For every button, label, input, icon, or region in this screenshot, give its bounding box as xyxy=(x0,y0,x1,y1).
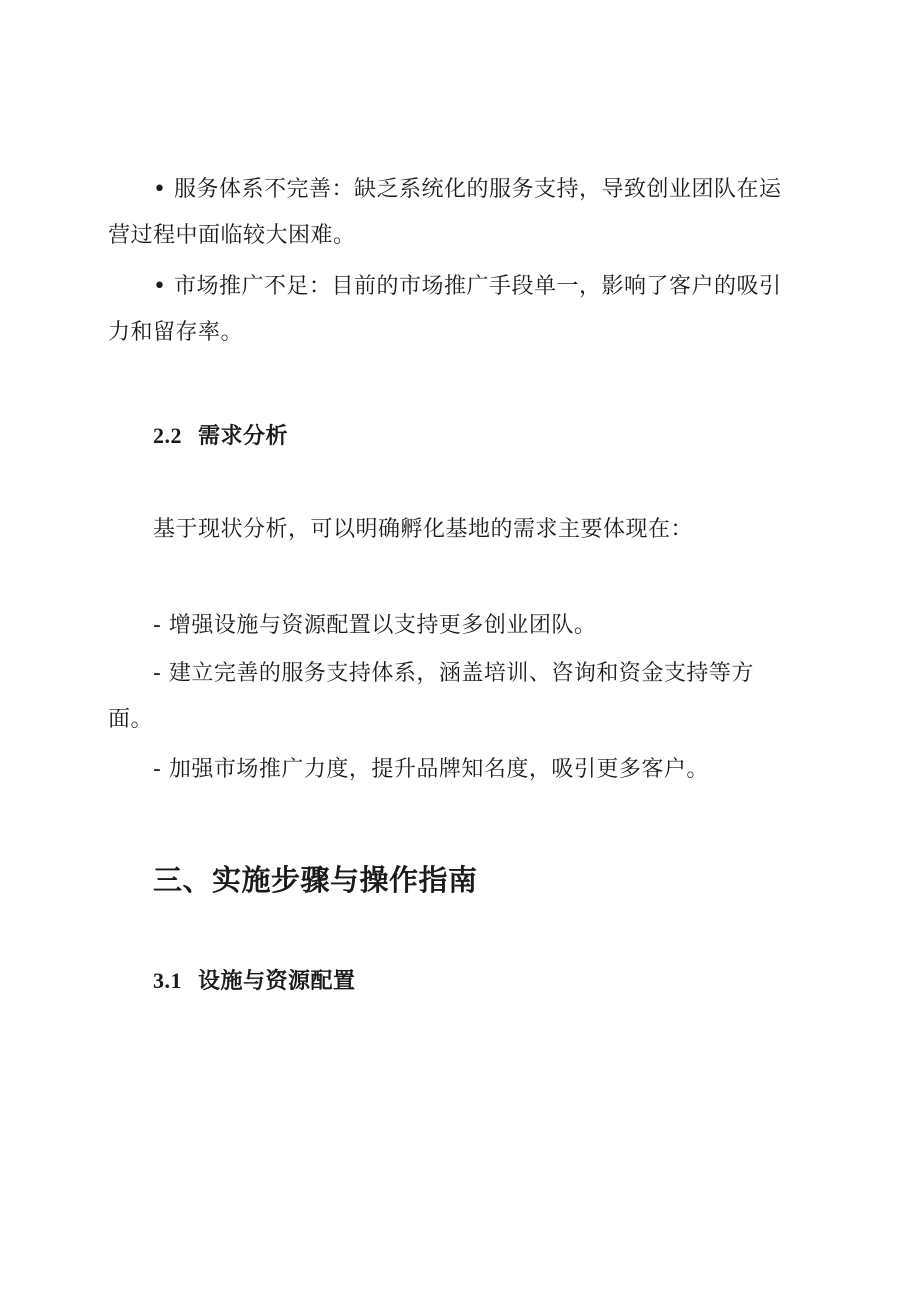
bullet-market-promotion: • 市场推广不足：目前的市场推广手段单一，影响了客户的吸引力和留存率。 xyxy=(108,274,782,345)
bullet-service-system: • 服务体系不完善：缺乏系统化的服务支持，导致创业团队在运营过程中面临较大困难。 xyxy=(108,177,782,248)
section-heading-2-2 xyxy=(153,421,288,452)
section-heading-3-1 xyxy=(153,966,356,997)
section-number: 2.2 xyxy=(153,423,182,448)
section-title: 设施与资源配置 xyxy=(198,969,356,994)
need-item-facilities: - 增强设施与资源配置以支持更多创业团队。 xyxy=(153,613,597,638)
intro-paragraph: 基于现状分析，可以明确孵化基地的需求主要体现在： xyxy=(153,517,694,542)
section-number: 3.1 xyxy=(153,968,182,993)
chapter-heading-3: 三、实施步骤与操作指南 xyxy=(153,863,478,897)
need-item-marketing: - 加强市场推广力度，提升品牌知名度，吸引更多客户。 xyxy=(153,757,709,782)
need-item-service-support: - 建立完善的服务支持体系，涵盖培训、咨询和资金支持等方面。 xyxy=(108,661,754,732)
section-title: 需求分析 xyxy=(198,424,289,449)
